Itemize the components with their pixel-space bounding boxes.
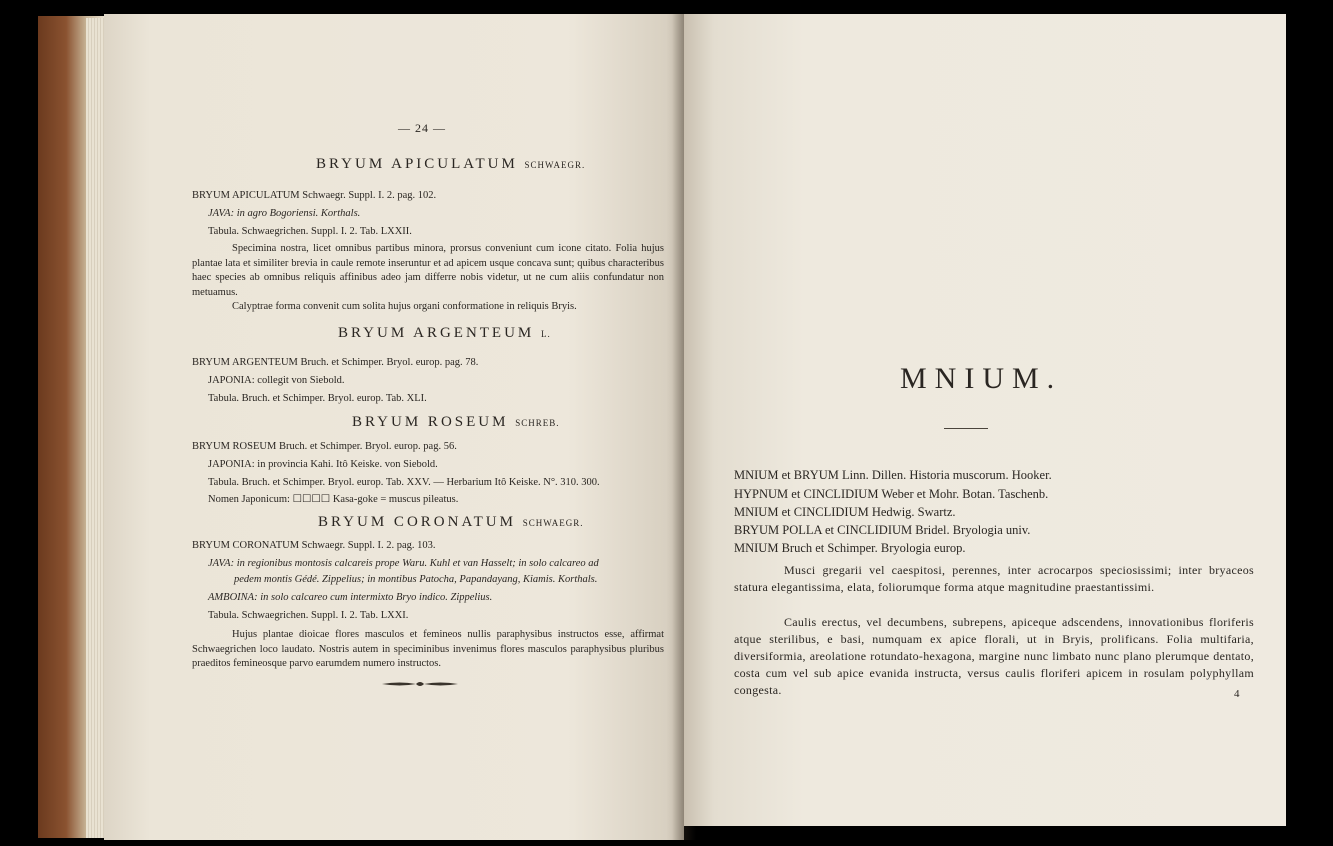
section-heading: BRYUM ARGENTEUM L.: [338, 325, 551, 341]
locality-line: JAPONIA: collegit von Siebold.: [208, 375, 345, 386]
locality-line: JAPONIA: in provincia Kahi. Itô Keiske. von Siebold.: [208, 459, 438, 470]
tabula-line: Tabula. Schwaegrichen. Suppl. I. 2. Tab. LXXII.: [208, 226, 412, 237]
locality-line: JAVA: in regionibus montosis calcareis prope Waru. Kuhl et van Hasselt; in solo calcareo ad: [208, 558, 599, 569]
section-heading: BRYUM ROSEUM SCHREB.: [352, 414, 560, 430]
ornament-divider: [380, 680, 460, 688]
reference-line: BRYUM ROSEUM Bruch. et Schimper. Bryol. europ. pag. 56.: [192, 441, 457, 452]
genus-description: Musci gregarii vel caespitosi, perennes, inter acrocarpos speciosissimi; inter bryaceos statura elegantissima, elata, foliorumque forma atque magnitudine praestantissimi.: [734, 563, 1254, 594]
description-paragraph: Calyptrae forma convenit cum solita hujus organi conformatione in reliquis Bryis.: [232, 301, 577, 312]
locality-line: JAVA: in agro Bogoriensi. Korthals.: [208, 208, 361, 219]
reference-line: BRYUM APICULATUM Schwaegr. Suppl. I. 2. pag. 102.: [192, 190, 437, 201]
locality-line: pedem montis Gédé. Zippelius; in montibus Patocha, Papandayang, Kiamis. Korthals.: [234, 574, 598, 585]
section-heading: BRYUM CORONATUM SCHWAEGR.: [318, 514, 584, 530]
tabula-line: Tabula. Bruch. et Schimper. Bryol. europ. Tab. XXV. — Herbarium Itô Keiske. N°. 310. 300.: [208, 477, 600, 488]
page-number: — 24 —: [398, 121, 446, 135]
reference-line: BRYUM ARGENTEUM Bruch. et Schimper. Bryol. europ. pag. 78.: [192, 357, 479, 368]
genus-title: MNIUM.: [900, 362, 1063, 395]
tabula-line: Tabula. Bruch. et Schimper. Bryol. europ. Tab. XLI.: [208, 393, 427, 404]
right-page: [684, 14, 1286, 826]
synonym-line: MNIUM et BRYUM Linn. Dillen. Historia muscorum. Hooker.: [734, 468, 1052, 482]
description-paragraph: Specimina nostra, licet omnibus partibus minora, prorsus conveniunt cum icone citato. Folia hujus plantae lata et similiter brevia in caule remote inseruntur et ad apicem usque concava sunt; quibus characteribus haec species ab omnibus reliquis affinibus adeo jam differre nobis videtur, ut ne cum aliis confundatur non metuamus.: [192, 243, 664, 298]
locality-line: AMBOINA: in solo calcareo cum intermixto Bryo indico. Zippelius.: [208, 592, 493, 603]
synonym-line: MNIUM Bruch et Schimper. Bryologia europ.: [734, 541, 966, 555]
reference-line: BRYUM CORONATUM Schwaegr. Suppl. I. 2. pag. 103.: [192, 540, 436, 551]
synonym-line: HYPNUM et CINCLIDIUM Weber et Mohr. Botan. Taschenb.: [734, 487, 1049, 501]
title-rule: [944, 428, 988, 429]
description-paragraph: Hujus plantae dioicae flores masculos et femineos nullis paraphysibus instructos esse, affirmat Schwaegrichen loco laudato. Nostris autem in speciminibus invenimus flores masculos paraphysibus pluribus praeditos femineosque parvo earumdem numero instructos.: [192, 629, 664, 669]
japanese-name-line: Nomen Japonicum: ☐☐☐☐ Kasa-goke = muscus pileatus.: [208, 494, 459, 505]
genus-description: Caulis erectus, vel decumbens, subrepens, apiceque adscendens, innovationibus floriferis atque sterilibus, e basi, numquam ex apice florali, ut in Bryis, prolificans. Folia multifaria, diversiformia, areolatione rotundato-hexagona, margine nunc limbato nunc plano plerumque dentato, costa cum vel sub apice evanida instructa, versus caulis floriferi apicem in rosulam polyphyllam congesta.: [734, 615, 1254, 697]
synonym-line: MNIUM et CINCLIDIUM Hedwig. Swartz.: [734, 505, 956, 519]
section-heading: BRYUM APICULATUM SCHWAEGR.: [316, 156, 586, 172]
tabula-line: Tabula. Schwaegrichen. Suppl. I. 2. Tab. LXXI.: [208, 610, 409, 621]
signature-mark: 4: [1234, 688, 1240, 700]
synonym-line: BRYUM POLLA et CINCLIDIUM Bridel. Bryologia univ.: [734, 523, 1031, 537]
